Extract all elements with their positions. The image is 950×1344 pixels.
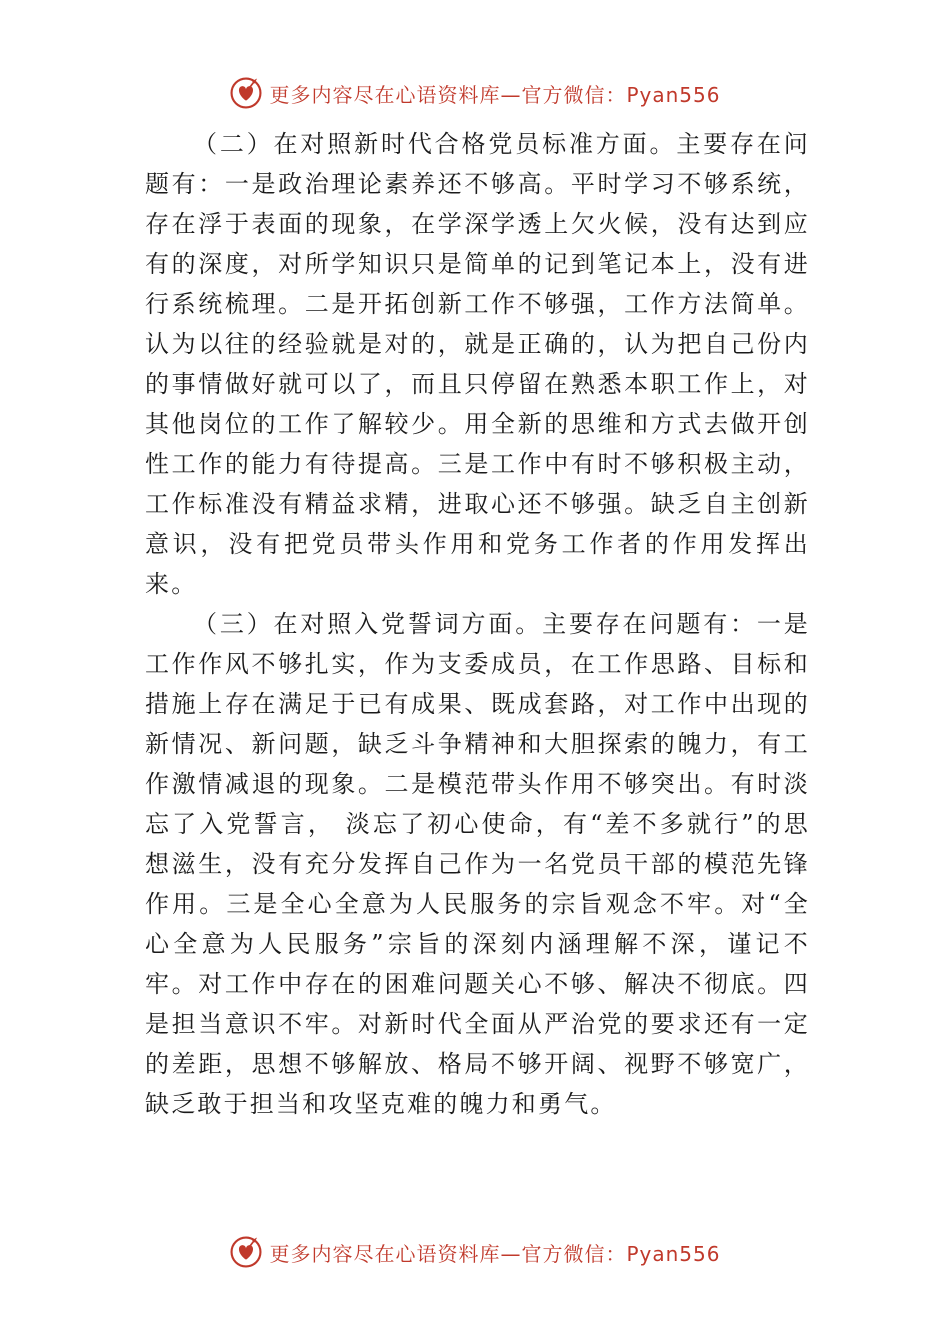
header-banner [0, 73, 950, 113]
paragraph-party-oath: （三）在对照入党誓词方面。主要存在问题有：一是工作作风不够扎实，作为支委成员，在工作思路、目标和措施上存在满足于已有成果、既成套路，对工作中出现的新情况、新问题，缺乏斗争精神和大胆探索的魄力，有工作激情减退的现象。二是模范带头作用不够突出。有时淡忘了入党誓言， 淡忘了初心使命，有“差不多就行”的思想滋生，没有充分发挥自己作为一名党员干部的模范先锋作用。三是全心全意为人民服务的宗旨观念不牢。对“全心全意为人民服务”宗旨的深刻内涵理解不深，谨记不牢。对工作中存在的困难问题关心不够、解决不彻底。四是担当意识不牢。对新时代全面从严治党的要求还有一定的差距，思想不够解放、格局不够开阔、视野不够宽广，缺乏敢于担当和攻坚克难的魄力和勇气。 [145, 610, 810, 1118]
header-banner-text: 更多内容尽在心语资料库—官方微信：Pyan556 [269, 82, 721, 107]
footer-banner [0, 1232, 950, 1272]
document-body [145, 124, 810, 1124]
heart-pen-logo-icon [229, 76, 263, 110]
paragraph-party-member-standard: （二）在对照新时代合格党员标准方面。主要存在问题有：一是政治理论素养还不够高。平时学习不够系统，存在浮于表面的现象，在学深学透上欠火候，没有达到应有的深度，对所学知识只是简单的记到笔记本上，没有进行系统梳理。二是开拓创新工作不够强，工作方法简单。认为以往的经验就是对的，就是正确的，认为把自己份内的事情做好就可以了，而且只停留在熟悉本职工作上，对其他岗位的工作了解较少。用全新的思维和方式去做开创性工作的能力有待提高。三是工作中有时不够积极主动，工作标准没有精益求精，进取心还不够强。缺乏自主创新意识，没有把党员带头作用和党务工作者的作用发挥出来。 [145, 130, 810, 598]
heart-pen-logo-icon [229, 1235, 263, 1269]
footer-banner-text: 更多内容尽在心语资料库—官方微信：Pyan556 [269, 1241, 721, 1266]
